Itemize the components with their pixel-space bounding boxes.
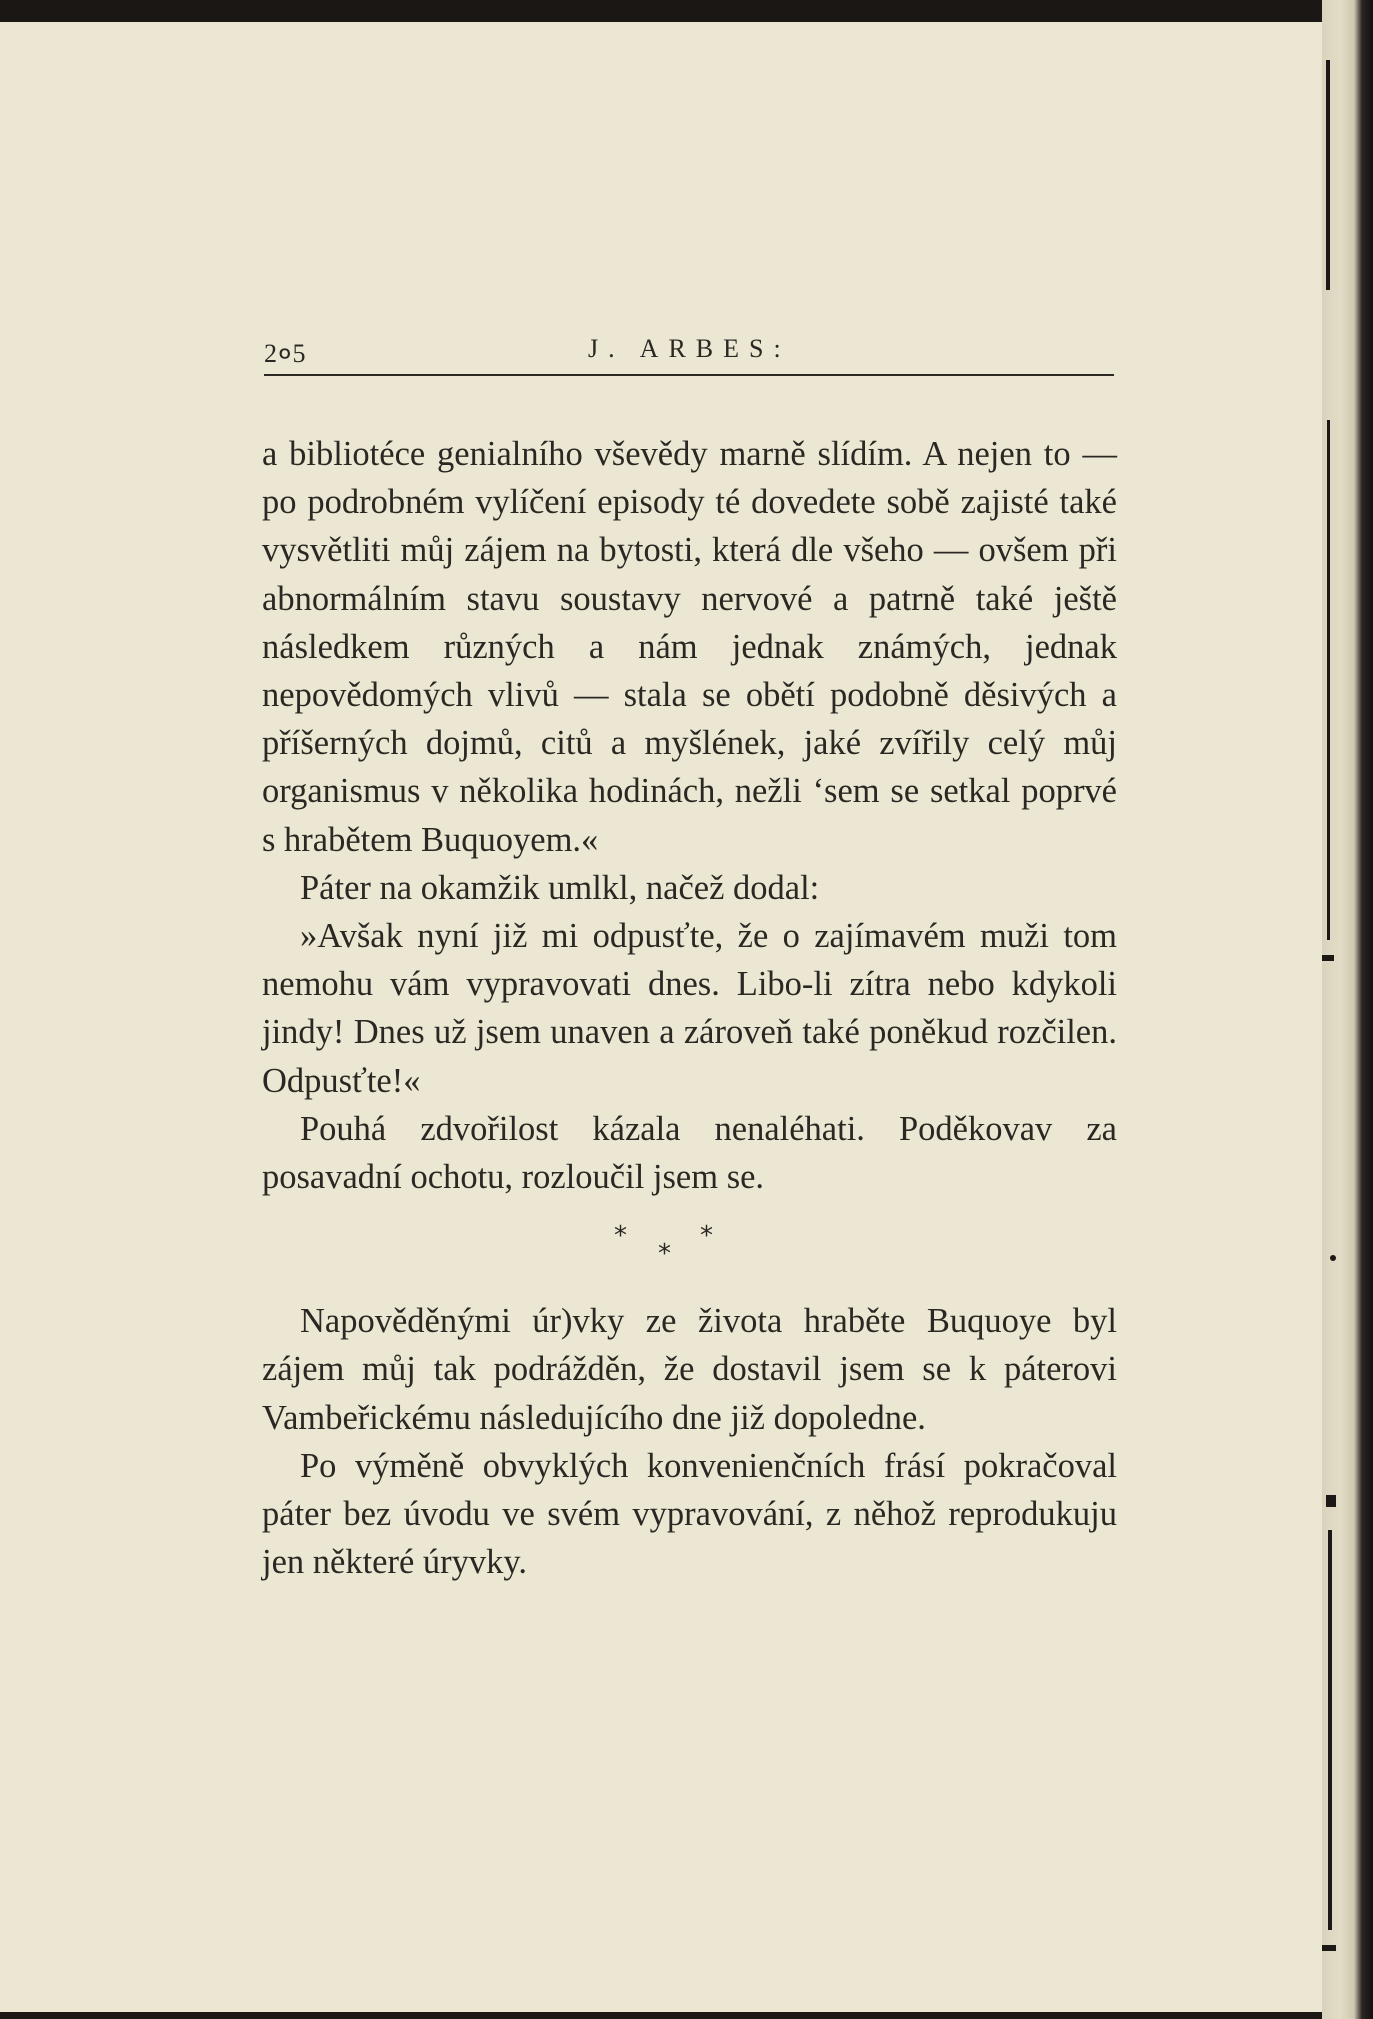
binding-mark <box>1326 1495 1336 1507</box>
asterism-star: * <box>658 1239 671 1270</box>
binding-mark <box>1322 1945 1336 1951</box>
page-number: 2०5 <box>264 339 307 368</box>
binding-mark <box>1326 60 1330 290</box>
book-page <box>0 22 1322 2012</box>
asterism-star: * <box>614 1221 627 1252</box>
paragraph: Napověděnými úr)vky ze života hraběte Buquoye byl zájem můj tak podrážděn, že dostavil jsem se k páterovi Vambeřickému následujícího dne již dopoledne. <box>262 1302 1117 1437</box>
book-binding-edge <box>1322 0 1373 2019</box>
binding-mark <box>1330 1255 1336 1261</box>
paragraph: »Avšak nyní již mi odpusťte, že o zajímavém muži tom nemohu vám vypravovati dnes. Libo-li zítra nebo kdykoli jindy! Dnes už jsem unaven a zároveň také poněkud rozčilen. Odpusťte!« <box>262 917 1117 1100</box>
paragraph: Páter na okamžik umlkl, načež dodal: <box>300 868 820 907</box>
binding-mark <box>1328 1530 1332 1930</box>
paragraph: a bibliotéce genialního vševědy marně slídím. A nejen to — po podrobném vylíčení episody té dovedete sobě zajisté také vysvětliti můj zájem na bytosti, která dle všeho — ovšem při abnormálním stavu soustavy nervové a patrně také ještě následkem různých a nám jednak známých, jednak nepovědomých vlivů — stala se obětí podobně děsivých a příšerných dojmů, citů a myšlének, jaké zvířily celý můj organismus v několika hodinách, nežli ‘sem se setkal poprvé s hrabětem Buquoyem.« <box>262 435 1117 859</box>
paragraph: Pouhá zdvořilost kázala nenaléhati. Poděkovav za posavadní ochotu, rozloučil jsem se. <box>262 1109 1117 1197</box>
binding-mark <box>1327 420 1330 940</box>
section-break-asterism <box>262 1201 1117 1297</box>
asterism-star: * <box>700 1221 713 1252</box>
page-header <box>264 334 1114 376</box>
binding-mark <box>1322 955 1334 961</box>
paragraph: Po výměně obvyklých konvenienčních frásí pokračoval páter bez úvodu ve svém vypravování, z něhož reprodukuju jen některé úryvky. <box>262 1446 1117 1582</box>
body-text <box>262 430 1117 1586</box>
running-head: J. ARBES: <box>588 334 791 363</box>
